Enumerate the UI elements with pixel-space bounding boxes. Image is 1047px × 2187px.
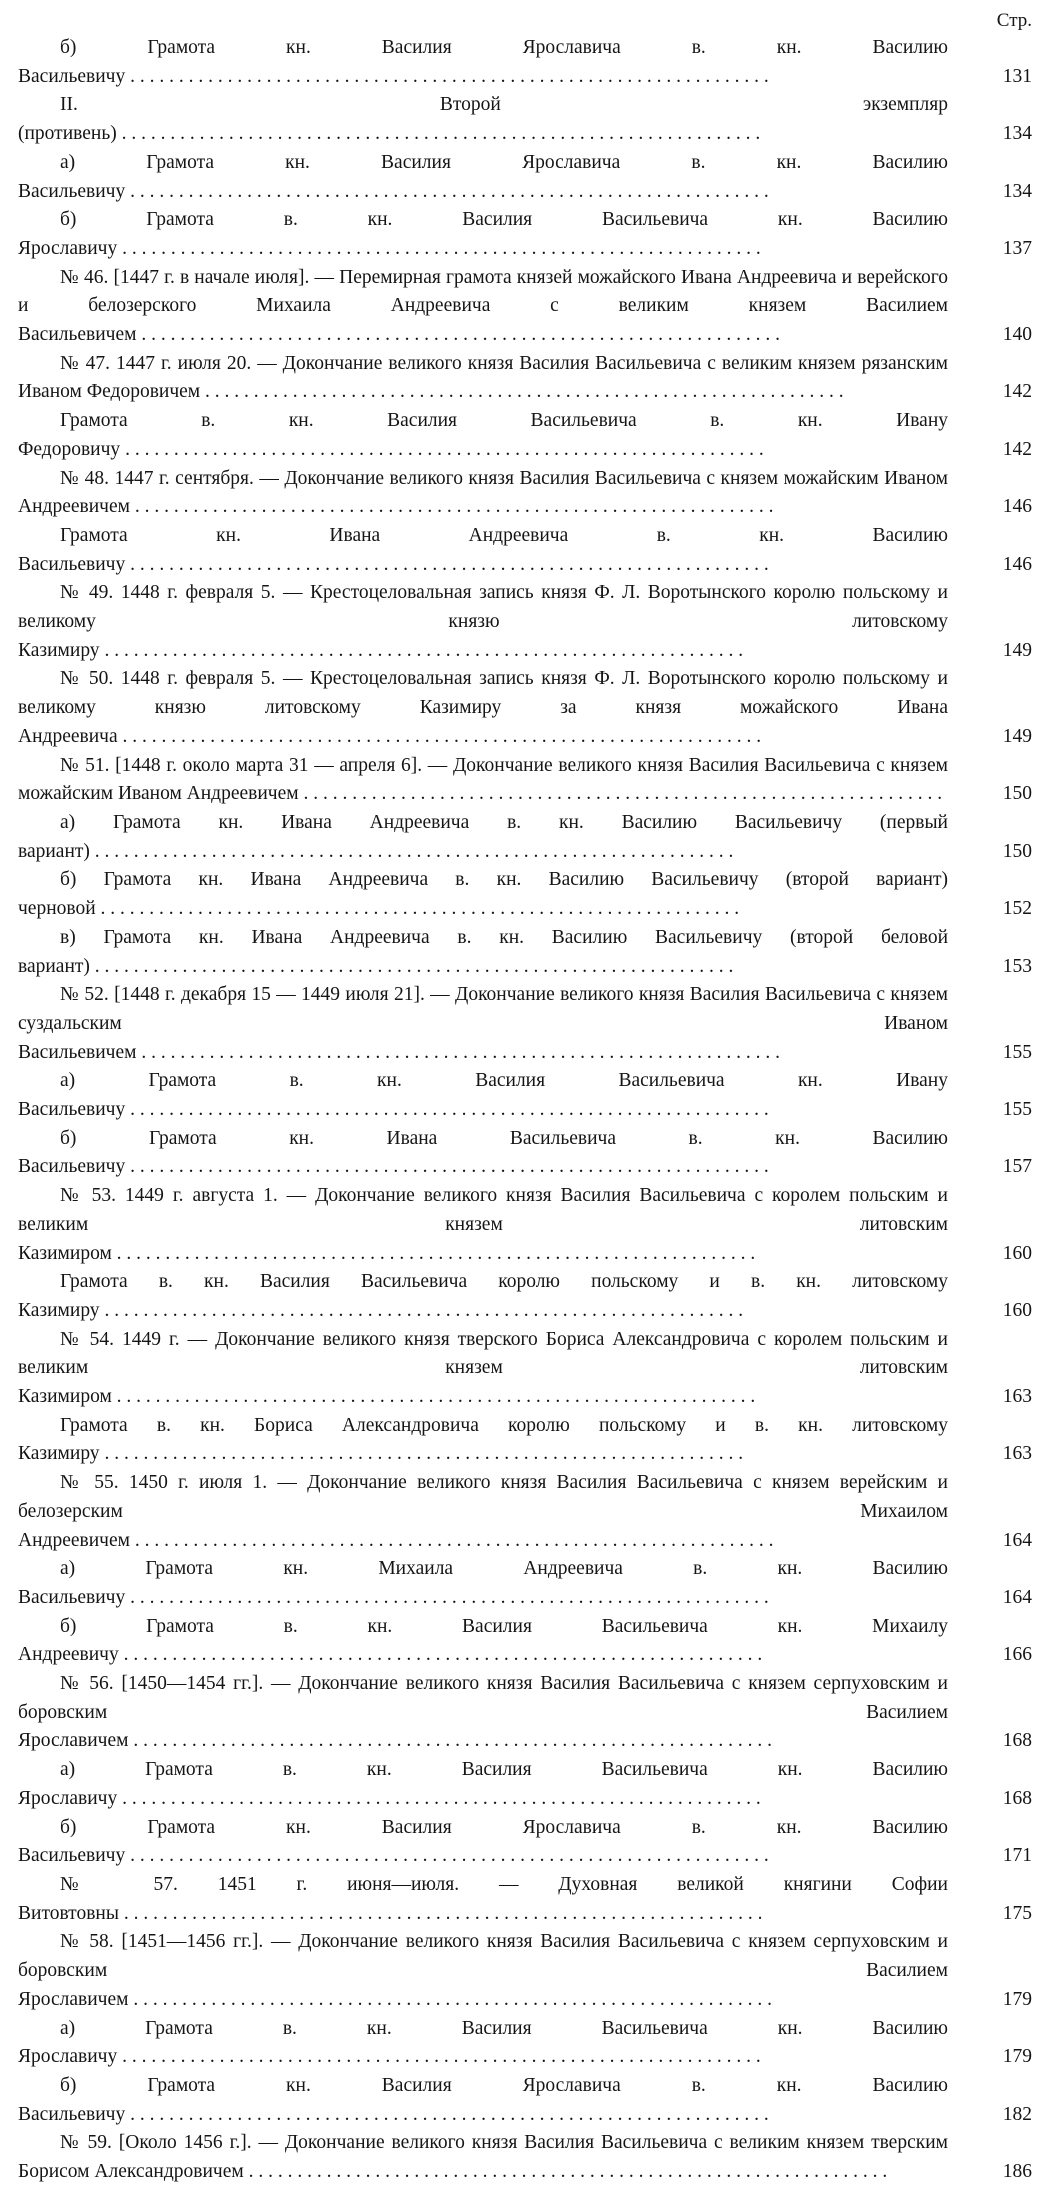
toc-entry-text-wrap (18, 752, 948, 809)
toc-page-number: 163 (1002, 1386, 1032, 1408)
toc-entry-text-wrap (18, 465, 948, 522)
toc-subentry (18, 1756, 1036, 1813)
toc-subentry (18, 522, 1036, 579)
toc-entry-text-wrap (18, 1555, 948, 1612)
toc-entry-title: а) Грамота в. кн. Василия Васильевича кн. Ивану Васильевичу . . . (18, 1067, 948, 1124)
toc-entry-title: б) Грамота кн. Василия Ярославича в. кн. Василию Васильевичу . . . (18, 2072, 948, 2129)
toc-page-number: 134 (1002, 180, 1032, 202)
toc-entry-title: б) Грамота в. кн. Василия Васильевича кн. Михаилу Андреевичу . . . (18, 1613, 948, 1670)
page-column-header: Стр. (996, 10, 1032, 31)
toc-subentry (18, 206, 1036, 263)
toc-entry-title: № 49. 1448 г. февраля 5. — Крестоцеловальная запись князя Ф. Л. Воротынского королю польскому и великому князю литовскому Казимиру . . . (18, 579, 948, 665)
toc-entry-title: № 57. 1451 г. июня—июля. — Духовная великой княгини Софии Витовтовны . . . (18, 1871, 948, 1928)
toc-entry-text-wrap (18, 1125, 948, 1182)
toc-subentry (18, 1814, 1036, 1871)
toc-entry-title: Грамота в. кн. Василия Васильевича королю польскому и в. кн. литовскому Казимиру . . . (18, 1268, 948, 1325)
toc-page-number: 164 (1002, 1529, 1032, 1551)
toc-entry-title: № 53. 1449 г. августа 1. — Докончание великого князя Василия Васильевича с королем польским и великим князем литовским Казимиром . . . (18, 1182, 948, 1268)
toc-page-number: 171 (1002, 1845, 1032, 1867)
toc-page-number: 152 (1002, 898, 1032, 920)
toc-entry-title: № 48. 1447 г. сентября. — Докончание великого князя Василия Васильевича с князем можайским Иваном Андреевичем . . . (18, 465, 948, 522)
toc-page-number: 179 (1002, 1988, 1032, 2010)
toc-entry-text-wrap (18, 2015, 948, 2072)
toc-entry-text-wrap (18, 1182, 948, 1268)
toc-subentry (18, 809, 1036, 866)
toc-document-entry (18, 1928, 1036, 2014)
toc-page-number: 179 (1002, 2046, 1032, 2068)
toc-subentry (18, 1268, 1036, 1325)
toc-subentry (18, 1412, 1036, 1469)
toc-subentry (18, 1613, 1036, 1670)
toc-page-number: 142 (1002, 438, 1032, 460)
toc-subentry (18, 34, 1036, 91)
toc-page-number: 164 (1002, 1586, 1032, 1608)
toc-entry-title: № 58. [1451—1456 гг.]. — Докончание великого князя Василия Васильевича с князем серпуховским и боровским Василием Ярославичем . . . (18, 1928, 948, 2014)
toc-entry-title: а) Грамота кн. Михаила Андреевича в. кн. Василию Васильевичу . . . (18, 1555, 948, 1612)
toc-document-entry (18, 1326, 1036, 1412)
toc-entry-title: № 56. [1450—1454 гг.]. — Докончание великого князя Василия Васильевича с князем серпуховским и боровским Василием Ярославичем . . . (18, 1670, 948, 1756)
toc-page-number: 186 (1002, 2161, 1032, 2183)
toc-entry-text-wrap (18, 149, 948, 206)
toc-subentry (18, 1125, 1036, 1182)
toc-entry-text-wrap (18, 1469, 948, 1555)
toc-page-number: 168 (1002, 1787, 1032, 1809)
toc-entry-title: а) Грамота в. кн. Василия Васильевича кн. Василию Ярославичу . . . (18, 2015, 948, 2072)
toc-entry-title: б) Грамота кн. Ивана Андреевича в. кн. Василию Васильевичу (второй вариант) черновой . . . (18, 866, 948, 923)
toc-page-number: 137 (1002, 237, 1032, 259)
toc-entry-title: а) Грамота кн. Ивана Андреевича в. кн. Василию Васильевичу (первый вариант) . . . (18, 809, 948, 866)
toc-page-number: 146 (1002, 553, 1032, 575)
toc-subentry (18, 91, 1036, 148)
toc-entry-text-wrap (18, 1613, 948, 1670)
toc-entry-text-wrap (18, 981, 948, 1067)
toc-page-number: 131 (1002, 65, 1032, 87)
toc-entry-title: б) Грамота кн. Василия Ярославича в. кн. Василию Васильевичу . . . (18, 1814, 948, 1871)
toc-entry-text-wrap (18, 665, 948, 751)
toc-document-entry (18, 350, 1036, 407)
toc-entry-text-wrap (18, 206, 948, 263)
toc-document-entry (18, 2129, 1036, 2186)
toc-page-number: 160 (1002, 1242, 1032, 1264)
toc-entry-text-wrap (18, 91, 948, 148)
toc-entry-text-wrap (18, 407, 948, 464)
toc-page-number: 175 (1002, 1902, 1032, 1924)
toc-page-number: 149 (1002, 725, 1032, 747)
toc-subentry (18, 1067, 1036, 1124)
toc-entry-text-wrap (18, 1928, 948, 2014)
toc-entry-title: Грамота в. кн. Бориса Александровича королю польскому и в. кн. литовскому Казимиру . . . (18, 1412, 948, 1469)
toc-page-number: 142 (1002, 381, 1032, 403)
toc-document-entry (18, 264, 1036, 350)
toc-page-number: 163 (1002, 1443, 1032, 1465)
toc-page (18, 8, 1036, 2187)
toc-subentry (18, 2015, 1036, 2072)
toc-document-entry (18, 1469, 1036, 1555)
toc-entry-title: а) Грамота в. кн. Василия Васильевича кн. Василию Ярославичу . . . (18, 1756, 948, 1813)
toc-entry-title: № 52. [1448 г. декабря 15 — 1449 июля 21]. — Докончание великого князя Василия Васильевича с князем суздальским Иваном Васильевичем . . . (18, 981, 948, 1067)
toc-document-entry (18, 465, 1036, 522)
toc-page-number: 150 (1002, 783, 1032, 805)
toc-entry-title: а) Грамота кн. Василия Ярославича в. кн. Василию Васильевичу . . . (18, 149, 948, 206)
toc-entry-text-wrap (18, 34, 948, 91)
toc-entry-text-wrap (18, 2129, 948, 2186)
toc-entry-text-wrap (18, 1670, 948, 1756)
toc-entry-title: II. Второй экземпляр (противень) . . . (18, 91, 948, 148)
toc-subentry (18, 866, 1036, 923)
toc-entry-text-wrap (18, 1871, 948, 1928)
toc-subentry (18, 407, 1036, 464)
toc-document-entry (18, 752, 1036, 809)
toc-entry-title: № 55. 1450 г. июля 1. — Докончание великого князя Василия Васильевича с князем верейским и белозерским Михаилом Андреевичем . . . (18, 1469, 948, 1555)
toc-entry-title: Грамота кн. Ивана Андреевича в. кн. Василию Васильевичу . . . (18, 522, 948, 579)
toc-entry-title: № 46. [1447 г. в начале июля]. — Перемирная грамота князей можайского Ивана Андреевича и верейского и белозерского Михаила Андреевича с великим князем Василием Васильевичем . . . (18, 264, 948, 350)
toc-entry-title: № 51. [1448 г. около марта 31 — апреля 6]. — Докончание великого князя Василия Васильевича с князем можайским Иваном Андреевичем . . . (18, 752, 948, 809)
toc-page-number: 146 (1002, 496, 1032, 518)
toc-entry-text-wrap (18, 809, 948, 866)
toc-entry-text-wrap (18, 1814, 948, 1871)
toc-document-entry (18, 981, 1036, 1067)
toc-document-entry (18, 1871, 1036, 1928)
toc-entry-title: № 47. 1447 г. июля 20. — Докончание великого князя Василия Васильевича с великим князем рязанским Иваном Федоровичем . . . (18, 350, 948, 407)
toc-entry-text-wrap (18, 264, 948, 350)
toc-subentry (18, 924, 1036, 981)
toc-entry-title: № 59. [Около 1456 г.]. — Докончание великого князя Василия Васильевича с великим князем тверским Борисом Александровичем . . . (18, 2129, 948, 2186)
toc-page-number: 150 (1002, 840, 1032, 862)
toc-page-number: 182 (1002, 2103, 1032, 2125)
toc-entry-text-wrap (18, 2072, 948, 2129)
toc-entry-title: Грамота в. кн. Василия Васильевича в. кн. Ивану Федоровичу . . . (18, 407, 948, 464)
toc-entry-title: б) Грамота кн. Василия Ярославича в. кн. Василию Васильевичу . . . (18, 34, 948, 91)
toc-subentry (18, 149, 1036, 206)
toc-page-number: 157 (1002, 1156, 1032, 1178)
toc-subentry (18, 2072, 1036, 2129)
toc-page-number: 166 (1002, 1644, 1032, 1666)
toc-entry-text-wrap (18, 866, 948, 923)
toc-document-entry (18, 1670, 1036, 1756)
toc-page-number: 155 (1002, 1041, 1032, 1063)
toc-entry-text-wrap (18, 350, 948, 407)
toc-page-number: 155 (1002, 1099, 1032, 1121)
toc-page-number: 153 (1002, 955, 1032, 977)
toc-entry-text-wrap (18, 924, 948, 981)
toc-entry-text-wrap (18, 1326, 948, 1412)
toc-page-number: 134 (1002, 123, 1032, 145)
toc-document-entry (18, 1182, 1036, 1268)
toc-page-number: 149 (1002, 639, 1032, 661)
toc-entry-text-wrap (18, 1756, 948, 1813)
toc-page-number: 160 (1002, 1299, 1032, 1321)
toc-subentry (18, 1555, 1036, 1612)
toc-entry-title: № 54. 1449 г. — Докончание великого князя тверского Бориса Александровича с королем польским и великим князем литовским Казимиром . . . (18, 1326, 948, 1412)
toc-list (18, 34, 1036, 2187)
toc-entry-text-wrap (18, 1067, 948, 1124)
toc-entry-text-wrap (18, 1412, 948, 1469)
toc-entry-title: б) Грамота кн. Ивана Васильевича в. кн. Василию Васильевичу . . . (18, 1125, 948, 1182)
toc-document-entry (18, 665, 1036, 751)
toc-entry-text-wrap (18, 522, 948, 579)
toc-entry-text-wrap (18, 579, 948, 665)
toc-entry-text-wrap (18, 1268, 948, 1325)
toc-page-number: 168 (1002, 1730, 1032, 1752)
toc-entry-title: б) Грамота в. кн. Василия Васильевича кн. Василию Ярославичу . . . (18, 206, 948, 263)
toc-entry-title: № 50. 1448 г. февраля 5. — Крестоцеловальная запись князя Ф. Л. Воротынского королю польскому и великому князю литовскому Казимиру за князя можайского Ивана Андреевича . . . (18, 665, 948, 751)
toc-document-entry (18, 579, 1036, 665)
toc-page-number: 140 (1002, 324, 1032, 346)
toc-entry-title: в) Грамота кн. Ивана Андреевича в. кн. Василию Васильевичу (второй беловой вариант) . . . (18, 924, 948, 981)
